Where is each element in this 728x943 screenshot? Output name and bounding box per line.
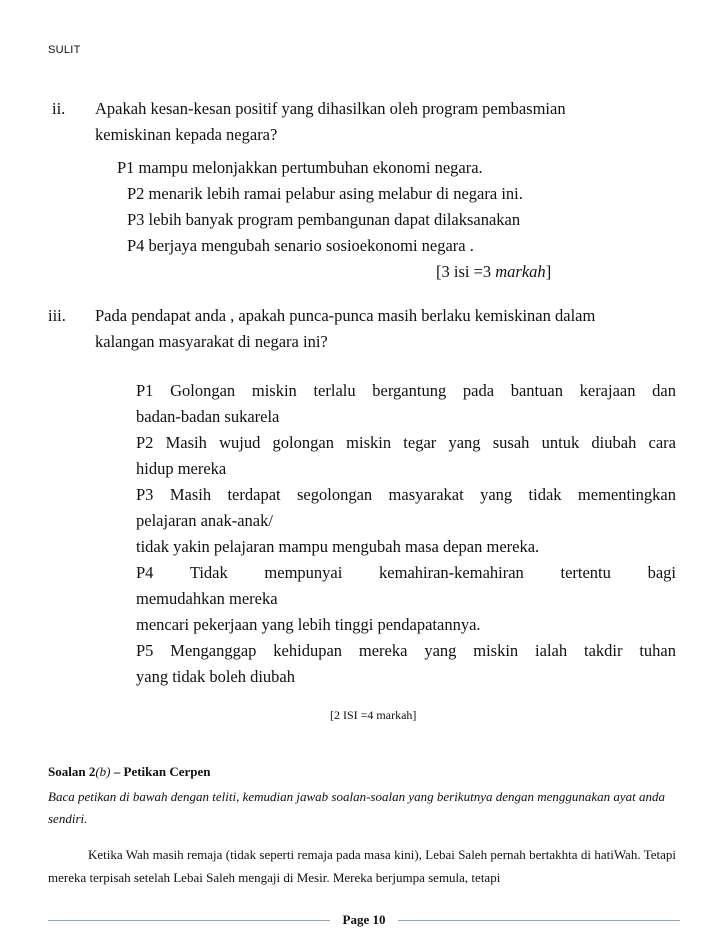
header-label: SULIT [48,44,81,56]
question-number-iii: iii. [48,306,66,325]
section-instruction: Baca petikan di bawah dengan teliti, kemudian jawab soalan-soalan yang berikutnya dengan menggunakan ayat anda sendiri. [48,789,666,826]
answer-iii-line: P5 Menganggap kehidupan mereka yang miskin ialah takdir tuhan [136,641,676,660]
question-ii-line-1: Apakah kesan-kesan positif yang dihasilkan oleh program pembasmian [95,99,566,118]
section-title: Soalan 2(b) – Petikan Cerpen [48,764,211,779]
answer-iii-line: tidak yakin pelajaran mampu mengubah masa depan mereka. [136,537,540,556]
passage-paragraph: Ketika Wah masih remaja (tidak seperti remaja pada masa kini), Lebai Saleh pernah bertakhta di hatiWah. Tetapi mereka terpisah setelah Lebai Saleh mengaji di Mesir. Mereka berjumpa semula, tetapi [48,847,676,885]
question-number-ii: ii. [52,99,66,118]
marks-ii: [3 isi =3 markah] [436,262,552,281]
question-iii-line-2: kalangan masyarakat di negara ini? [95,332,328,351]
question-iii-line-1: Pada pendapat anda , apakah punca-punca masih berlaku kemiskinan dalam [95,306,596,325]
answer-ii-p4: P4 berjaya mengubah senario sosioekonomi negara . [127,236,474,255]
answer-ii-p3: P3 lebih banyak program pembangunan dapat dilaksanakan [127,210,521,229]
answer-iii-line: pelajaran anak-anak/ [136,511,273,530]
answer-ii-p2: P2 menarik lebih ramai pelabur asing melabur di negara ini. [127,184,523,203]
question-ii-line-2: kemiskinan kepada negara? [95,125,278,144]
answer-iii-line: memudahkan mereka [136,589,278,608]
marks-iii: [2 ISI =4 markah] [330,708,417,722]
answer-iii-line: yang tidak boleh diubah [136,667,296,686]
answer-iii-line: P4 Tidak mempunyai kemahiran-kemahiran tertentu bagi [136,563,676,582]
page-number: Page 10 [342,912,386,927]
answer-iii-line: mencari pekerjaan yang lebih tinggi pendapatannya. [136,615,481,634]
answer-ii-p1: P1 mampu melonjakkan pertumbuhan ekonomi negara. [117,158,483,177]
answer-iii-line: P3 Masih terdapat segolongan masyarakat yang tidak mementingkan [136,485,676,504]
answer-iii-line: badan-badan sukarela [136,407,280,426]
answer-iii-line: hidup mereka [136,459,227,478]
answer-iii-line: P1 Golongan miskin terlalu bergantung pada bantuan kerajaan dan [136,381,676,400]
answer-iii-line: P2 Masih wujud golongan miskin tegar yang susah untuk diubah cara [136,433,676,452]
